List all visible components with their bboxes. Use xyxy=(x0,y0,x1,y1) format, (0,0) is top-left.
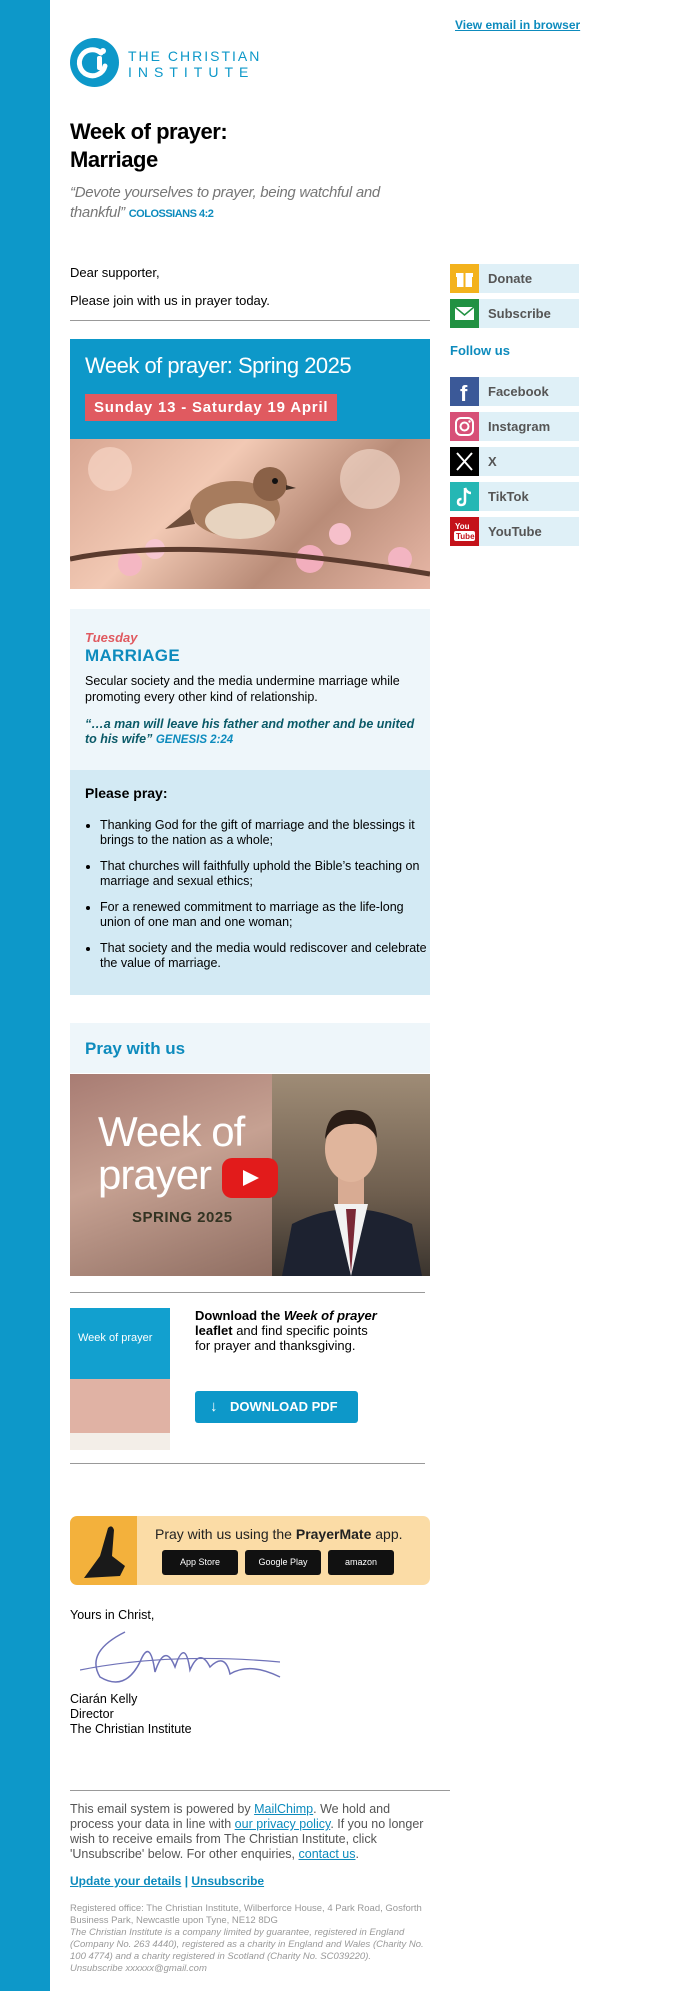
video-presenter xyxy=(272,1074,430,1276)
logo-mark-icon xyxy=(70,38,119,87)
unsubscribe-link[interactable]: Unsubscribe xyxy=(191,1874,265,1888)
list-item: • Thanking God for the gift of marriage and the blessings it brings to the nation as a whole; xyxy=(100,818,435,848)
leaflet-thumbnail[interactable] xyxy=(70,1308,170,1450)
follow-us-heading: Follow us xyxy=(450,343,510,358)
day-name: Tuesday xyxy=(85,630,138,645)
top-verse: “Devote yourselves to prayer, being watchful and thankful” COLOSSIANS 4:2 xyxy=(70,184,380,221)
privacy-policy-link[interactable]: our privacy policy xyxy=(234,1817,331,1831)
tiktok-link[interactable]: TikTok xyxy=(450,482,579,511)
gift-icon xyxy=(450,264,479,293)
mailchimp-link[interactable]: MailChimp xyxy=(254,1802,314,1816)
signer-name: Ciarán Kelly xyxy=(70,1692,138,1706)
divider xyxy=(70,1463,425,1464)
praying-hands-icon xyxy=(70,1516,137,1585)
divider xyxy=(70,320,430,321)
footer-privacy-text: This email system is powered by MailChimp. We hold and process your data in line with our privacy policy. If you no longer wish to receive emails from The Christian Institute, click 'Unsubscribe' below. For other enquiries, contact us. xyxy=(70,1802,424,1861)
amazon-badge[interactable]: amazon xyxy=(328,1550,394,1575)
logo-text: THE CHRISTIAN INSTITUTE xyxy=(128,48,262,80)
footer-links: Update your details | Unsubscribe xyxy=(70,1874,265,1888)
donate-button[interactable]: Donate xyxy=(450,264,579,293)
topic-description: Secular society and the media undermine marriage while promoting every other kind of relationship. xyxy=(85,674,400,704)
prayermate-banner[interactable] xyxy=(70,1516,430,1585)
week-of-prayer-banner[interactable] xyxy=(70,339,430,439)
leaflet-title: Week of prayer xyxy=(78,1332,153,1344)
youtube-link[interactable]: You Tube YouTube xyxy=(450,517,579,546)
prayer-list xyxy=(85,818,435,982)
facebook-icon xyxy=(450,377,479,406)
pray-with-us-header xyxy=(70,1023,430,1073)
youtube-icon xyxy=(450,517,479,546)
banner-title: Week of prayer: Spring 2025 xyxy=(85,353,352,378)
update-details-link[interactable]: Update your details xyxy=(70,1874,182,1888)
quote-ref: GENESIS 2:24 xyxy=(155,734,234,746)
view-in-browser-link[interactable]: View email in browser xyxy=(455,18,581,32)
list-item: • That churches will faithfully uphold the Bible’s teaching on marriage and sexual ethics; xyxy=(100,859,435,889)
svg-text:Tube: Tube xyxy=(456,532,475,541)
svg-text:You: You xyxy=(455,522,470,531)
youtube-play-icon[interactable] xyxy=(222,1158,278,1198)
greeting: Dear supporter, xyxy=(70,265,160,280)
svg-text:f: f xyxy=(460,381,468,406)
tiktok-icon xyxy=(450,482,479,511)
day-topic-box xyxy=(70,609,430,770)
left-brand-stripe xyxy=(0,0,50,1991)
subscribe-button[interactable]: Subscribe xyxy=(450,299,579,328)
instagram-link[interactable]: Instagram xyxy=(450,412,579,441)
download-pdf-button[interactable]: ↓ DOWNLOAD PDF xyxy=(195,1391,358,1423)
banner-dates: Sunday 13 - Saturday 19 April xyxy=(85,394,337,421)
prayermate-text: Pray with us using the PrayerMate app. xyxy=(155,1526,403,1542)
x-link[interactable]: X xyxy=(450,447,579,476)
intro-text: Please join with us in prayer today. xyxy=(70,293,270,308)
signer-role: Director xyxy=(70,1707,114,1721)
app-store-badge[interactable]: App Store xyxy=(162,1550,238,1575)
divider xyxy=(70,1292,425,1293)
sparrow-blossom-image[interactable] xyxy=(70,439,430,589)
topic-quote: “…a man will leave his father and mother and be united to his wife” GENESIS 2:24 xyxy=(85,717,415,746)
pray-with-us-title: Pray with us xyxy=(85,1039,186,1058)
page-title: Week of prayer: Marriage xyxy=(70,119,228,172)
video-thumbnail[interactable] xyxy=(70,1074,430,1276)
list-item: • For a renewed commitment to marriage as the life-long union of one man and one woman; xyxy=(100,900,435,930)
video-subtitle: SPRING 2025 xyxy=(132,1209,233,1226)
download-description: Download the Week of prayer leaflet and find specific points for prayer and thanksgiving. xyxy=(195,1308,377,1353)
please-pray-box xyxy=(70,770,430,995)
envelope-icon xyxy=(450,299,479,328)
x-icon xyxy=(450,447,479,476)
closing: Yours in Christ, xyxy=(70,1608,155,1622)
google-play-badge[interactable]: Google Play xyxy=(245,1550,321,1575)
list-item: • That society and the media would rediscover and celebrate the value of marriage. xyxy=(100,941,435,971)
divider xyxy=(70,1790,450,1791)
please-pray-heading: Please pray: xyxy=(85,785,168,801)
christian-institute-logo[interactable] xyxy=(70,38,270,88)
day-topic: MARRIAGE xyxy=(85,646,180,665)
download-arrow-icon: ↓ xyxy=(210,1398,218,1415)
signer-org: The Christian Institute xyxy=(70,1722,192,1736)
signature xyxy=(80,1622,285,1692)
instagram-icon xyxy=(450,412,479,441)
contact-us-link[interactable]: contact us xyxy=(298,1847,356,1861)
footer-legal: Registered office: The Christian Institute, Wilberforce House, 4 Park Road, Gosforth Business Park, Newcastle upon Tyne, NE12 8DG The Christian Institute is a company limited by guarantee, registered in England (Company No. 263 4440), registered as a charity in England and Wales (Charity No. 100 4774) and a charity registered in Scotland (Charity No. SC039220). Unsubscribe xxxxxx@gmail.com xyxy=(70,1903,424,1974)
video-title: Week of prayer xyxy=(98,1108,245,1198)
facebook-link[interactable]: f Facebook xyxy=(450,377,579,406)
top-verse-ref: COLOSSIANS 4:2 xyxy=(128,208,214,220)
